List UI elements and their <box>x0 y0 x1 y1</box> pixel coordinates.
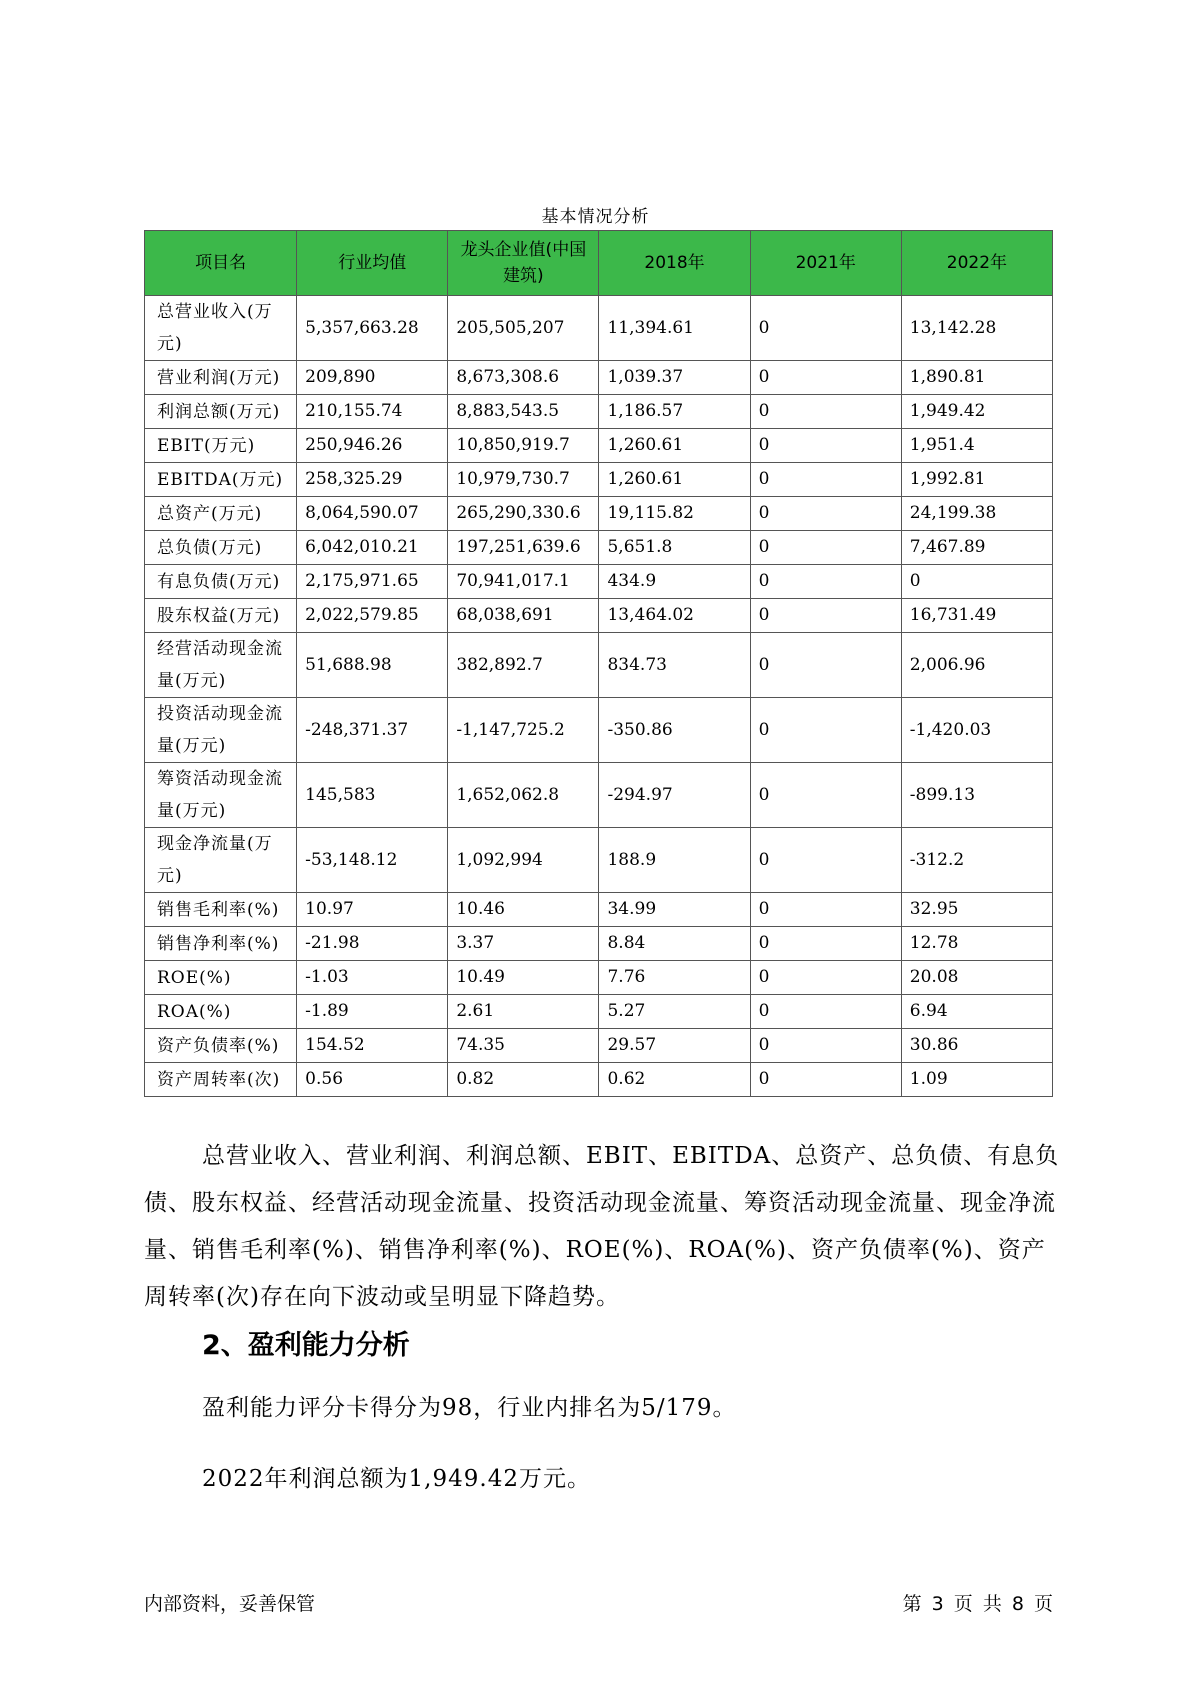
cell: 5,651.8 <box>599 531 750 565</box>
cell: 2,006.96 <box>901 633 1052 698</box>
table-header-row <box>145 231 1053 296</box>
cell: 145,583 <box>297 763 448 828</box>
cell: 7.76 <box>599 961 750 995</box>
cell: 7,467.89 <box>901 531 1052 565</box>
table-row <box>145 961 1053 995</box>
row-label: 总资产(万元) <box>145 497 297 531</box>
table-row <box>145 531 1053 565</box>
cell: 16,731.49 <box>901 599 1052 633</box>
cell: -350.86 <box>599 698 750 763</box>
cell: 434.9 <box>599 565 750 599</box>
profitability-score-paragraph: 盈利能力评分卡得分为98，行业内排名为5/179。 <box>202 1395 737 1421</box>
cell: 19,115.82 <box>599 497 750 531</box>
cell: 1,652,062.8 <box>448 763 599 828</box>
cell: 1,039.37 <box>599 361 750 395</box>
row-label: 资产负债率(%) <box>145 1029 297 1063</box>
row-label: 投资活动现金流量(万元) <box>145 698 297 763</box>
cell: 0.82 <box>448 1063 599 1097</box>
cell: -294.97 <box>599 763 750 828</box>
table-row <box>145 633 1053 698</box>
section-heading: 2、盈利能力分析 <box>202 1330 410 1361</box>
table-row <box>145 893 1053 927</box>
cell: 209,890 <box>297 361 448 395</box>
cell: 265,290,330.6 <box>448 497 599 531</box>
cell: -21.98 <box>297 927 448 961</box>
row-label: 营业利润(万元) <box>145 361 297 395</box>
cell: 51,688.98 <box>297 633 448 698</box>
table-row <box>145 463 1053 497</box>
cell: 834.73 <box>599 633 750 698</box>
cell: 0 <box>750 633 901 698</box>
table-row <box>145 565 1053 599</box>
cell: 2,022,579.85 <box>297 599 448 633</box>
cell: 30.86 <box>901 1029 1052 1063</box>
table-row <box>145 763 1053 828</box>
cell: 0 <box>750 763 901 828</box>
cell: 0 <box>901 565 1052 599</box>
cell: 8,883,543.5 <box>448 395 599 429</box>
cell: 1.09 <box>901 1063 1052 1097</box>
header-2021: 2021年 <box>750 231 901 296</box>
row-label: ROA(%) <box>145 995 297 1029</box>
cell: 0 <box>750 599 901 633</box>
cell: 382,892.7 <box>448 633 599 698</box>
cell: 0 <box>750 361 901 395</box>
cell: 5,357,663.28 <box>297 296 448 361</box>
table-caption: 基本情况分析 <box>541 207 650 227</box>
cell: -899.13 <box>901 763 1052 828</box>
header-2018: 2018年 <box>599 231 750 296</box>
row-label: 有息负债(万元) <box>145 565 297 599</box>
cell: 0 <box>750 995 901 1029</box>
header-item-name: 项目名 <box>145 231 297 296</box>
row-label: 利润总额(万元) <box>145 395 297 429</box>
row-label: 筹资活动现金流量(万元) <box>145 763 297 828</box>
cell: 197,251,639.6 <box>448 531 599 565</box>
cell: -312.2 <box>901 828 1052 893</box>
cell: 188.9 <box>599 828 750 893</box>
cell: 1,992.81 <box>901 463 1052 497</box>
footer-confidential-note: 内部资料，妥善保管 <box>144 1593 316 1615</box>
cell: 0 <box>750 531 901 565</box>
cell: 0 <box>750 463 901 497</box>
cell: 0 <box>750 296 901 361</box>
cell: 10.46 <box>448 893 599 927</box>
table-row <box>145 599 1053 633</box>
table-row <box>145 828 1053 893</box>
cell: 1,951.4 <box>901 429 1052 463</box>
table-row <box>145 1029 1053 1063</box>
cell: 13,142.28 <box>901 296 1052 361</box>
cell: 258,325.29 <box>297 463 448 497</box>
cell: -1,420.03 <box>901 698 1052 763</box>
row-label: 销售净利率(%) <box>145 927 297 961</box>
cell: 8,064,590.07 <box>297 497 448 531</box>
table-row <box>145 395 1053 429</box>
cell: 205,505,207 <box>448 296 599 361</box>
cell: 0.62 <box>599 1063 750 1097</box>
cell: 0 <box>750 828 901 893</box>
cell: 2.61 <box>448 995 599 1029</box>
cell: -1,147,725.2 <box>448 698 599 763</box>
cell: 1,186.57 <box>599 395 750 429</box>
cell: 20.08 <box>901 961 1052 995</box>
cell: 74.35 <box>448 1029 599 1063</box>
row-label: 股东权益(万元) <box>145 599 297 633</box>
cell: 34.99 <box>599 893 750 927</box>
cell: 10,850,919.7 <box>448 429 599 463</box>
cell: 29.57 <box>599 1029 750 1063</box>
row-label: EBIT(万元) <box>145 429 297 463</box>
header-2022: 2022年 <box>901 231 1052 296</box>
cell: 1,260.61 <box>599 463 750 497</box>
row-label: ROE(%) <box>145 961 297 995</box>
cell: 3.37 <box>448 927 599 961</box>
cell: 6.94 <box>901 995 1052 1029</box>
cell: -1.03 <box>297 961 448 995</box>
cell: 0 <box>750 893 901 927</box>
cell: 0.56 <box>297 1063 448 1097</box>
row-label: 现金净流量(万元) <box>145 828 297 893</box>
table-row <box>145 698 1053 763</box>
table-row <box>145 927 1053 961</box>
cell: 70,941,017.1 <box>448 565 599 599</box>
cell: 0 <box>750 698 901 763</box>
cell: 0 <box>750 497 901 531</box>
table-row <box>145 296 1053 361</box>
header-industry-average: 行业均值 <box>297 231 448 296</box>
basic-analysis-table <box>144 230 1053 1097</box>
cell: 8,673,308.6 <box>448 361 599 395</box>
table-row <box>145 497 1053 531</box>
row-label: 经营活动现金流量(万元) <box>145 633 297 698</box>
table-row <box>145 995 1053 1029</box>
cell: 0 <box>750 927 901 961</box>
table-row <box>145 1063 1053 1097</box>
cell: 210,155.74 <box>297 395 448 429</box>
cell: 0 <box>750 395 901 429</box>
row-label: 总营业收入(万元) <box>145 296 297 361</box>
cell: 12.78 <box>901 927 1052 961</box>
cell: 10.49 <box>448 961 599 995</box>
cell: 0 <box>750 565 901 599</box>
cell: 0 <box>750 961 901 995</box>
cell: 32.95 <box>901 893 1052 927</box>
cell: 0 <box>750 1029 901 1063</box>
table-row <box>145 361 1053 395</box>
cell: 68,038,691 <box>448 599 599 633</box>
cell: 0 <box>750 1063 901 1097</box>
row-label: 资产周转率(次) <box>145 1063 297 1097</box>
cell: -1.89 <box>297 995 448 1029</box>
cell: 13,464.02 <box>599 599 750 633</box>
cell: 24,199.38 <box>901 497 1052 531</box>
cell: 6,042,010.21 <box>297 531 448 565</box>
cell: 1,949.42 <box>901 395 1052 429</box>
total-profit-paragraph: 2022年利润总额为1,949.42万元。 <box>202 1466 591 1492</box>
cell: 11,394.61 <box>599 296 750 361</box>
cell: 250,946.26 <box>297 429 448 463</box>
cell: 8.84 <box>599 927 750 961</box>
cell: 0 <box>750 429 901 463</box>
cell: -248,371.37 <box>297 698 448 763</box>
cell: 154.52 <box>297 1029 448 1063</box>
cell: 1,890.81 <box>901 361 1052 395</box>
table-row <box>145 429 1053 463</box>
header-leader-value: 龙头企业值(中国建筑) <box>448 231 599 296</box>
cell: 2,175,971.65 <box>297 565 448 599</box>
row-label: 销售毛利率(%) <box>145 893 297 927</box>
footer-page-number: 第 3 页 共 8 页 <box>902 1593 1053 1615</box>
cell: 10,979,730.7 <box>448 463 599 497</box>
row-label: EBITDA(万元) <box>145 463 297 497</box>
cell: 1,092,994 <box>448 828 599 893</box>
cell: -53,148.12 <box>297 828 448 893</box>
cell: 1,260.61 <box>599 429 750 463</box>
cell: 5.27 <box>599 995 750 1029</box>
cell: 10.97 <box>297 893 448 927</box>
trend-summary-paragraph: 总营业收入、营业利润、利润总额、EBIT、EBITDA、总资产、总负债、有息负债、股东权益、经营活动现金流量、投资活动现金流量、筹资活动现金流量、现金净流量、销售毛利率(%)、销售净利率(%)、ROE(%)、ROA(%)、资产负债率(%)、资产周转率(次)存在向下波动或呈明显下降趋势。 <box>144 1143 1060 1310</box>
row-label: 总负债(万元) <box>145 531 297 565</box>
